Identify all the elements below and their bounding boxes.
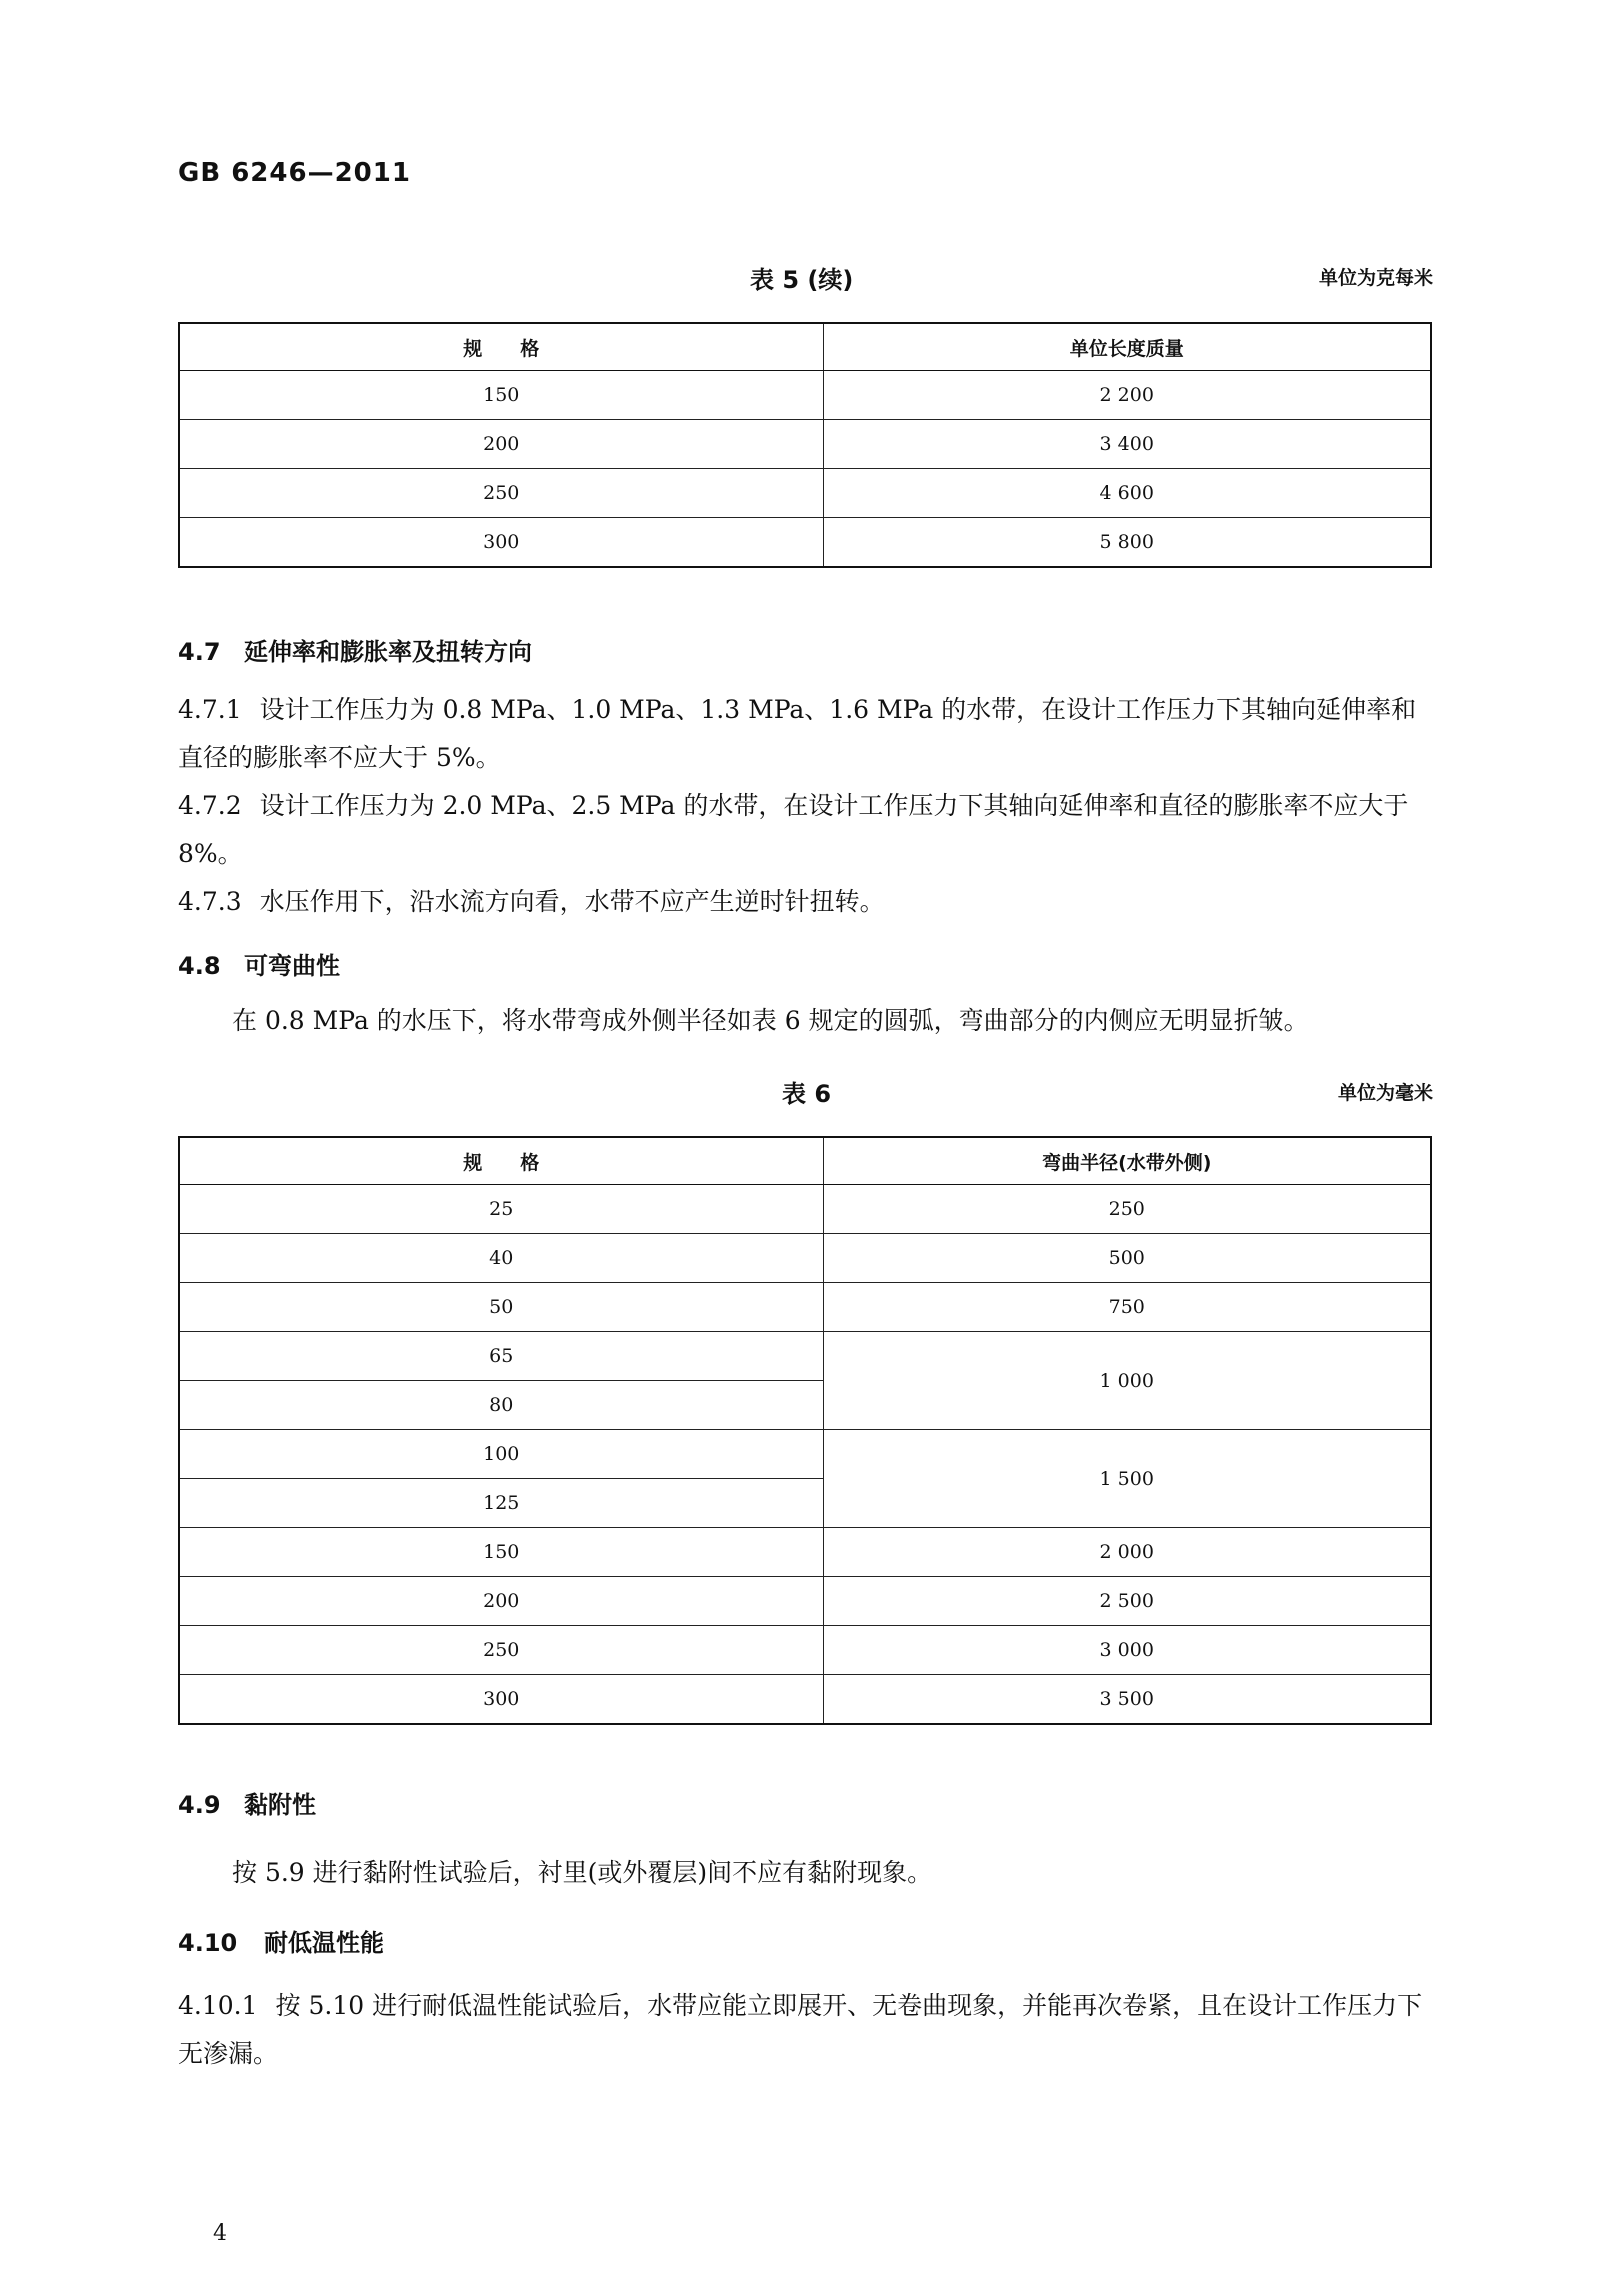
table5 — [178, 322, 1432, 568]
clause-number: 4.7.2 — [178, 791, 242, 820]
table-row — [179, 1675, 1431, 1725]
table6-cell-spec: 100 — [179, 1430, 823, 1479]
table6-header-radius: 弯曲半径(水带外侧) — [823, 1137, 1431, 1185]
clause-number: 4.7.3 — [178, 887, 242, 916]
table6-unit: 单位为毫米 — [1337, 1082, 1433, 1104]
table6-cell-radius: 500 — [823, 1234, 1431, 1283]
table5-cell-spec: 250 — [179, 469, 823, 518]
table-row — [179, 420, 1431, 469]
table6-cell-spec: 50 — [179, 1283, 823, 1332]
table6-cell-spec: 125 — [179, 1479, 823, 1528]
clause-number: 4.7.1 — [178, 695, 242, 724]
table5-header-spec: 规 格 — [179, 323, 823, 371]
table6-header-spec: 规 格 — [179, 1137, 823, 1185]
table6-cell-spec: 65 — [179, 1332, 823, 1381]
table-row — [179, 1577, 1431, 1626]
section-title: 可弯曲性 — [244, 952, 340, 980]
table5-header-mass: 单位长度质量 — [823, 323, 1431, 371]
table-row — [179, 1626, 1431, 1675]
section-4-7-heading — [178, 632, 532, 667]
section-number: 4.8 — [178, 952, 221, 980]
table5-cell-spec: 300 — [179, 518, 823, 568]
clause-4-7-2 — [178, 782, 1440, 878]
clause-4-7-3 — [178, 878, 1440, 926]
table6-cell-spec: 250 — [179, 1626, 823, 1675]
clause-text: 按 5.10 进行耐低温性能试验后，水带应能立即展开、无卷曲现象，并能再次卷紧，且在设计工作压力下无渗漏。 — [178, 1991, 1423, 2068]
clause-4-10-1 — [178, 1982, 1440, 2078]
clause-text: 水压作用下，沿水流方向看，水带不应产生逆时针扭转。 — [259, 887, 885, 916]
table6-cell-spec: 300 — [179, 1675, 823, 1725]
table-row — [179, 1332, 1431, 1381]
table6-cell-radius: 250 — [823, 1185, 1431, 1234]
clause-text: 设计工作压力为 0.8 MPa、1.0 MPa、1.3 MPa、1.6 MPa 的水带，在设计工作压力下其轴向延伸率和直径的膨胀率不应大于 5%。 — [178, 695, 1417, 772]
section-4-8-text: 在 0.8 MPa 的水压下，将水带弯成外侧半径如表 6 规定的圆弧，弯曲部分的内侧应无明显折皱。 — [232, 1006, 1309, 1035]
section-4-8-heading — [178, 946, 340, 981]
page-number: 4 — [213, 2221, 227, 2246]
table6-cell-spec: 150 — [179, 1528, 823, 1577]
table6-cell-spec: 200 — [179, 1577, 823, 1626]
table5-header-row — [179, 323, 1431, 371]
table6-cell-radius: 2 500 — [823, 1577, 1431, 1626]
table6-cell-radius: 1 500 — [823, 1430, 1431, 1528]
table6-caption: 表 6 — [782, 1080, 832, 1108]
table-row — [179, 469, 1431, 518]
table5-cell-mass: 2 200 — [823, 371, 1431, 420]
table5-cell-mass: 5 800 — [823, 518, 1431, 568]
table6-cell-spec: 40 — [179, 1234, 823, 1283]
table5-caption: 表 5 (续) — [750, 266, 854, 294]
section-4-10-heading — [178, 1923, 384, 1958]
table6-cell-radius: 1 000 — [823, 1332, 1431, 1430]
clause-4-7-1 — [178, 686, 1440, 782]
clause-text: 设计工作压力为 2.0 MPa、2.5 MPa 的水带，在设计工作压力下其轴向延伸率和直径的膨胀率不应大于 8%。 — [178, 791, 1409, 868]
section-title: 耐低温性能 — [264, 1929, 384, 1957]
table-row — [179, 1185, 1431, 1234]
section-title: 黏附性 — [244, 1791, 316, 1819]
section-number: 4.7 — [178, 638, 221, 666]
clause-number: 4.10.1 — [178, 1991, 258, 2020]
table-row — [179, 371, 1431, 420]
table5-cell-spec: 200 — [179, 420, 823, 469]
table-row — [179, 1528, 1431, 1577]
section-number: 4.10 — [178, 1929, 238, 1957]
table5-cell-mass: 3 400 — [823, 420, 1431, 469]
table6-cell-radius: 750 — [823, 1283, 1431, 1332]
section-4-9-text: 按 5.9 进行黏附性试验后，衬里(或外覆层)间不应有黏附现象。 — [232, 1858, 933, 1887]
table5-cell-mass: 4 600 — [823, 469, 1431, 518]
table-row — [179, 1430, 1431, 1479]
section-title: 延伸率和膨胀率及扭转方向 — [244, 638, 532, 666]
document-code: GB 6246—2011 — [178, 158, 411, 188]
section-number: 4.9 — [178, 1791, 221, 1819]
table5-cell-spec: 150 — [179, 371, 823, 420]
table6-cell-radius: 2 000 — [823, 1528, 1431, 1577]
table6-cell-radius: 3 500 — [823, 1675, 1431, 1725]
table6 — [178, 1136, 1432, 1725]
table5-unit: 单位为克每米 — [1318, 267, 1433, 289]
table-row — [179, 1234, 1431, 1283]
table-row — [179, 518, 1431, 568]
table6-cell-spec: 80 — [179, 1381, 823, 1430]
table6-header-row — [179, 1137, 1431, 1185]
table6-cell-radius: 3 000 — [823, 1626, 1431, 1675]
table6-cell-spec: 25 — [179, 1185, 823, 1234]
section-4-9-heading — [178, 1785, 316, 1820]
table-row — [179, 1283, 1431, 1332]
